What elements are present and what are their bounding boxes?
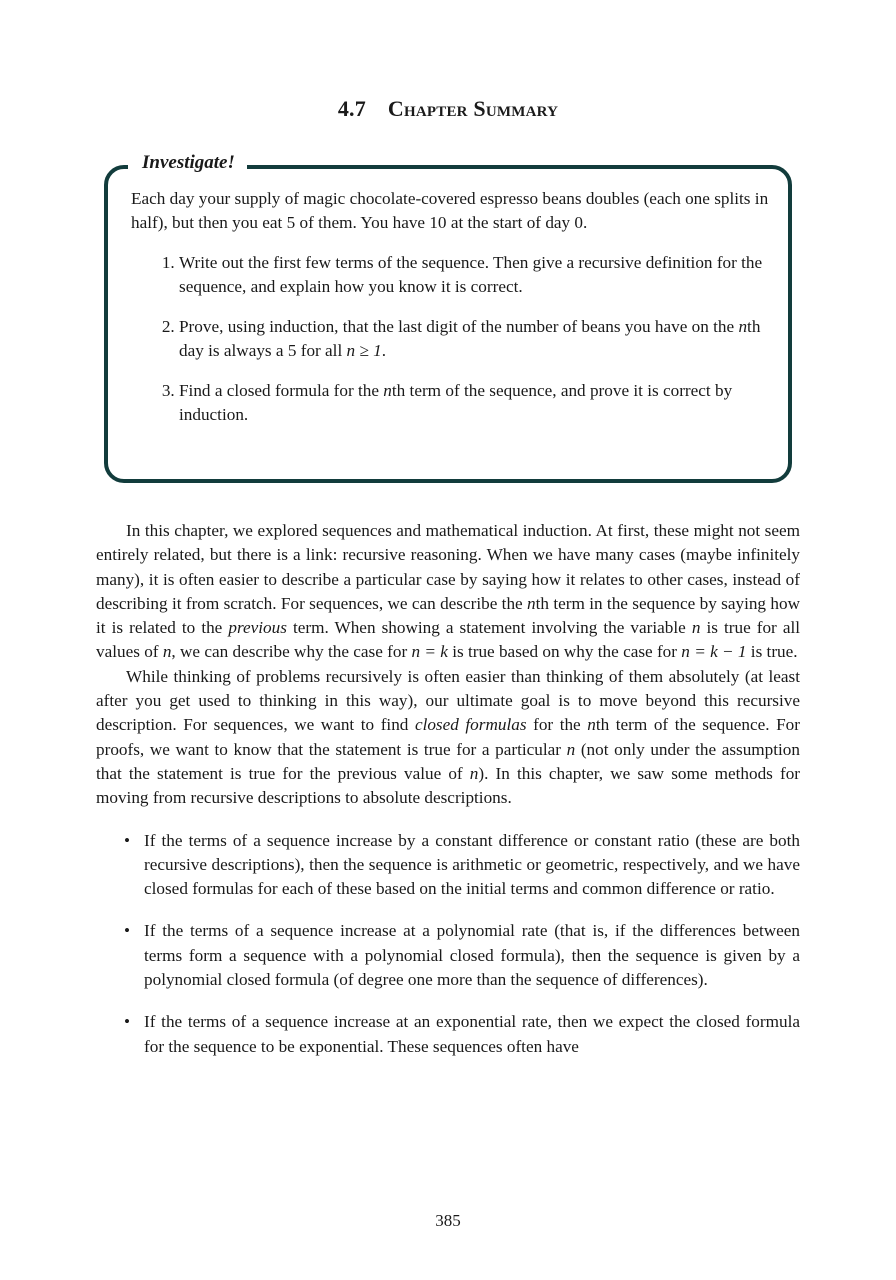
math-expr: n = k [411, 642, 448, 662]
investigate-item-3: 3. Find a closed formula for the nth term of the sequence, and prove it is correct by induction. [179, 379, 771, 427]
page-number: 385 [435, 1211, 461, 1230]
summary-paragraph-1: In this chapter, we explored sequences and mathematical induction. At first, these might not seem entirely related, but there is a link: recursive reasoning. When we have many cases (maybe infinitely many), it is often easier to describe a particular case by saying how it relates to other cases, instead of describing it from scratch. For sequences, we can describe the nth term in the sequence by saying how it is related to the previous term. When showing a statement involving the variable n is true for all values of n, we can describe why the case for n = k is true based on why the case for n = k − 1 is true. [96, 521, 801, 662]
math-expr: n ≥ 1 [346, 341, 382, 360]
summary-paragraph-2: While thinking of problems recursively is often easier than thinking of them absolutely (at least after you get used to thinking in this way), our ultimate goal is to move beyond this recursive description. For sequences, we want to find closed formulas for the nth term of the sequence. For proofs, we want to know that the statement is true for a particular n (not only under the assumption that the statement is true for the previous value of n). In this chapter, we saw some methods for moving from recursive descriptions to absolute descriptions. [96, 666, 801, 808]
investigate-intro: Each day your supply of magic chocolate-covered espresso beans doubles (each one splits in half), but then you eat 5 of them. You have 10 at the start of day 0. [131, 189, 769, 232]
investigate-label: Investigate! [128, 150, 247, 176]
section-heading [0, 96, 896, 122]
bullet-item-3: • If the terms of a sequence increase at an exponential rate, then we expect the closed formula for the sequence to be exponential. These sequences often have [124, 1012, 800, 1056]
math-var: n [527, 593, 536, 613]
bullet-item-2: • If the terms of a sequence increase at a polynomial rate (that is, if the differences between terms form a sequence with a polynomial closed formula), then the sequence is given by a polynomial closed formula (of degree one more than the sequence of differences). [124, 921, 800, 990]
section-title: Chapter Summary [387, 96, 559, 121]
investigate-item-2: 2. Prove, using induction, that the last digit of the number of beans you have on the nth day is always a 5 for all n ≥ 1. [179, 315, 771, 363]
summary-body [96, 519, 800, 1077]
math-var: n [469, 763, 479, 783]
emphasis: closed formulas [414, 715, 527, 735]
emphasis: previous [228, 618, 287, 638]
bullet-icon: • [124, 1012, 131, 1032]
math-var: n [587, 715, 596, 735]
math-var: n [162, 642, 172, 662]
investigate-list [131, 251, 771, 427]
section-number: 4.7 [337, 96, 366, 121]
math-var: n [738, 317, 748, 336]
summary-bullet-list [96, 829, 800, 1059]
investigate-item-1: 1. Write out the first few terms of the sequence. Then give a recursive definition for the sequence, and explain how you know it is correct. [179, 251, 771, 299]
bullet-item-1: • If the terms of a sequence increase by a constant difference or constant ratio (these are both recursive descriptions), then the sequence is arithmetic or geometric, respectively, and we have closed formulas for each of these based on the initial terms and common difference or ratio. [124, 830, 800, 899]
math-var: n [691, 618, 701, 638]
bullet-icon: • [124, 830, 131, 850]
math-var: n [566, 739, 576, 759]
bullet-icon: • [124, 921, 131, 941]
math-expr: n = k − 1 [681, 642, 747, 662]
math-var: n [383, 381, 392, 400]
investigate-body [131, 187, 771, 443]
